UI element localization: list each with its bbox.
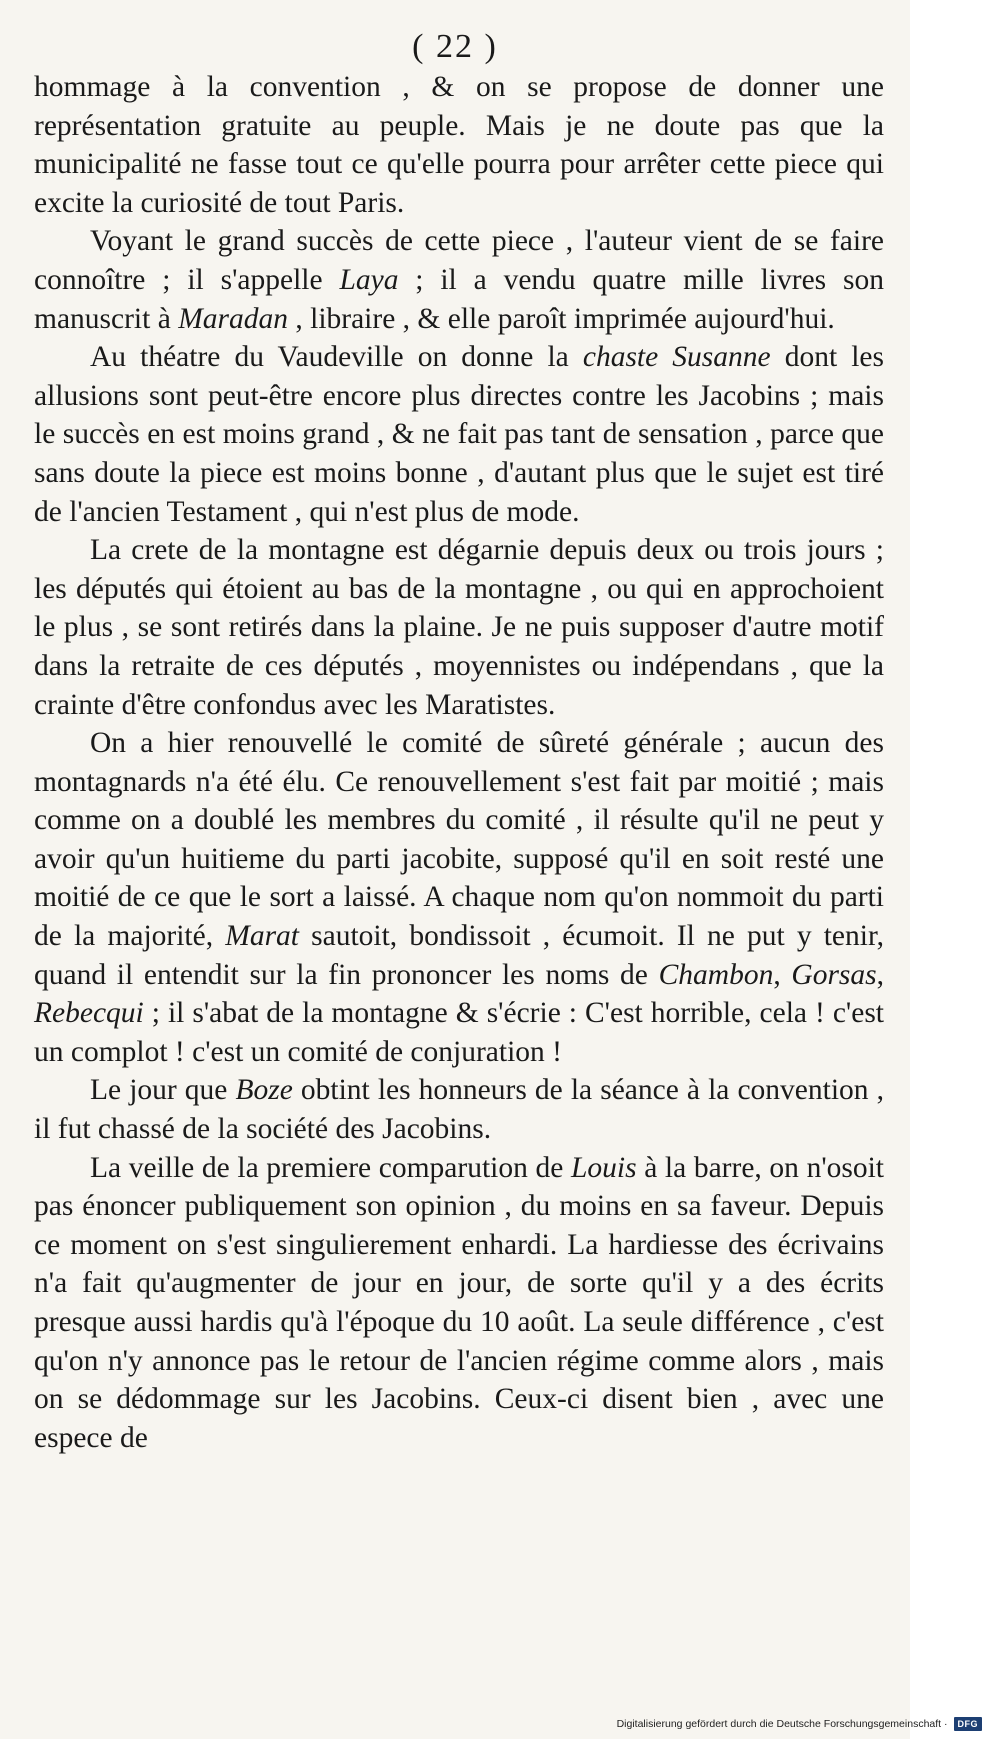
- digitization-credit: Digitalisierung gefördert durch die Deutsche Forschungsgemeinschaft ·: [616, 1718, 948, 1730]
- body-text: [34, 68, 884, 1457]
- paragraph: [34, 222, 884, 338]
- text-run: Voyant le grand succès de cette piece , l'auteur vient de se faire connoître ; il s'appelle: [34, 225, 884, 296]
- text-run: sautoit, bondissoit , écumoit. Il ne put y tenir, quand il entendit sur la fin prononcer les noms de: [34, 920, 884, 991]
- text-run: ,: [876, 958, 885, 991]
- italic-text: chaste Susanne: [582, 341, 771, 374]
- text-run: ; il a vendu quatre mille livres son manuscrit à: [34, 263, 884, 335]
- text-run: à la barre, on n'osoit pas énoncer publiquement son opinion , du moins en sa faveur. Depuis ce moment on s'est singulierement enhardi. La hardiesse des écrivains n'a fait qu'augmenter de jour en jour, de sorte qu'il y a des écrits presque aussi hardis qu'à l'époque du 10 août. La seule différence , c'est qu'on n'y annonce pas le retour de l'ancien régime comme alors , mais on se dédommage sur les Jacobins. Ceux-ci disent bien , avec une espece de: [34, 1151, 885, 1454]
- digitization-footer: [617, 1717, 982, 1731]
- text-run: On a hier renouvellé le comité de sûreté générale ; aucun des montagnards n'a été élu. Ce renouvellement s'est fait par moitié ; mais comme on a doublé les membres du comité , il résulte qu'il ne peut y avoir qu'un huitieme du parti jacobite, supposé qu'il en soit resté une moitié de ce que le sort a laissé. A chaque nom qu'on nommoit du parti de la majorité,: [34, 727, 884, 953]
- italic-text: Marat: [225, 920, 299, 953]
- paragraph: [34, 338, 884, 531]
- paragraph: [34, 68, 884, 222]
- paragraph: [34, 724, 884, 1071]
- italic-text: Maradan: [178, 302, 288, 335]
- italic-text: Gorsas: [791, 958, 877, 991]
- italic-text: Louis: [570, 1151, 637, 1184]
- text-run: ,: [773, 958, 792, 991]
- italic-text: Rebecqui: [34, 997, 144, 1030]
- paragraph: [34, 531, 884, 724]
- text-run: Le jour que: [90, 1074, 236, 1107]
- dfg-logo: DFG: [954, 1717, 983, 1731]
- paragraph: [34, 1071, 884, 1148]
- text-run: obtint les honneurs de la séance à la convention , il fut chassé de la société des Jacobins.: [34, 1074, 884, 1146]
- page-number: ( 22 ): [412, 28, 498, 65]
- italic-text: Boze: [235, 1074, 293, 1107]
- paragraph: [34, 1149, 884, 1458]
- italic-text: Chambon: [658, 958, 774, 991]
- text-run: Au théatre du Vaudeville on donne la: [90, 341, 583, 374]
- italic-text: Laya: [339, 263, 399, 296]
- text-run: , libraire , & elle paroît imprimée aujourd'hui.: [288, 302, 835, 335]
- text-run: La veille de la premiere comparution de: [90, 1151, 571, 1184]
- text-run: hommage à la convention , & on se propose de donner une représentation gratuite au peuple. Mais je ne doute pas que la municipalité ne fasse tout ce qu'elle pourra pour arrêter cette piece qui excite la curiosité de tout Paris.: [34, 71, 884, 219]
- text-run: dont les allusions sont peut-être encore plus directes contre les Jacobins ; mais le succès en est moins grand , & ne fait pas tant de sensation , parce que sans doute la piece est moins bonne , d'autant plus que le sujet est tiré de l'ancien Testament , qui n'est plus de mode.: [34, 341, 884, 528]
- text-run: ; il s'abat de la montagne & s'écrie : C'est horrible, cela ! c'est un complot ! c'est un comité de conjuration !: [34, 997, 884, 1068]
- text-run: La crete de la montagne est dégarnie depuis deux ou trois jours ; les députés qui étoient au bas de la montagne , ou qui en approchoient le plus , se sont retirés dans la plaine. Je ne puis supposer d'autre motif dans la retraite de ces députés , moyennistes ou indépendans , que la crainte d'être confondus avec les Maratistes.: [34, 534, 884, 721]
